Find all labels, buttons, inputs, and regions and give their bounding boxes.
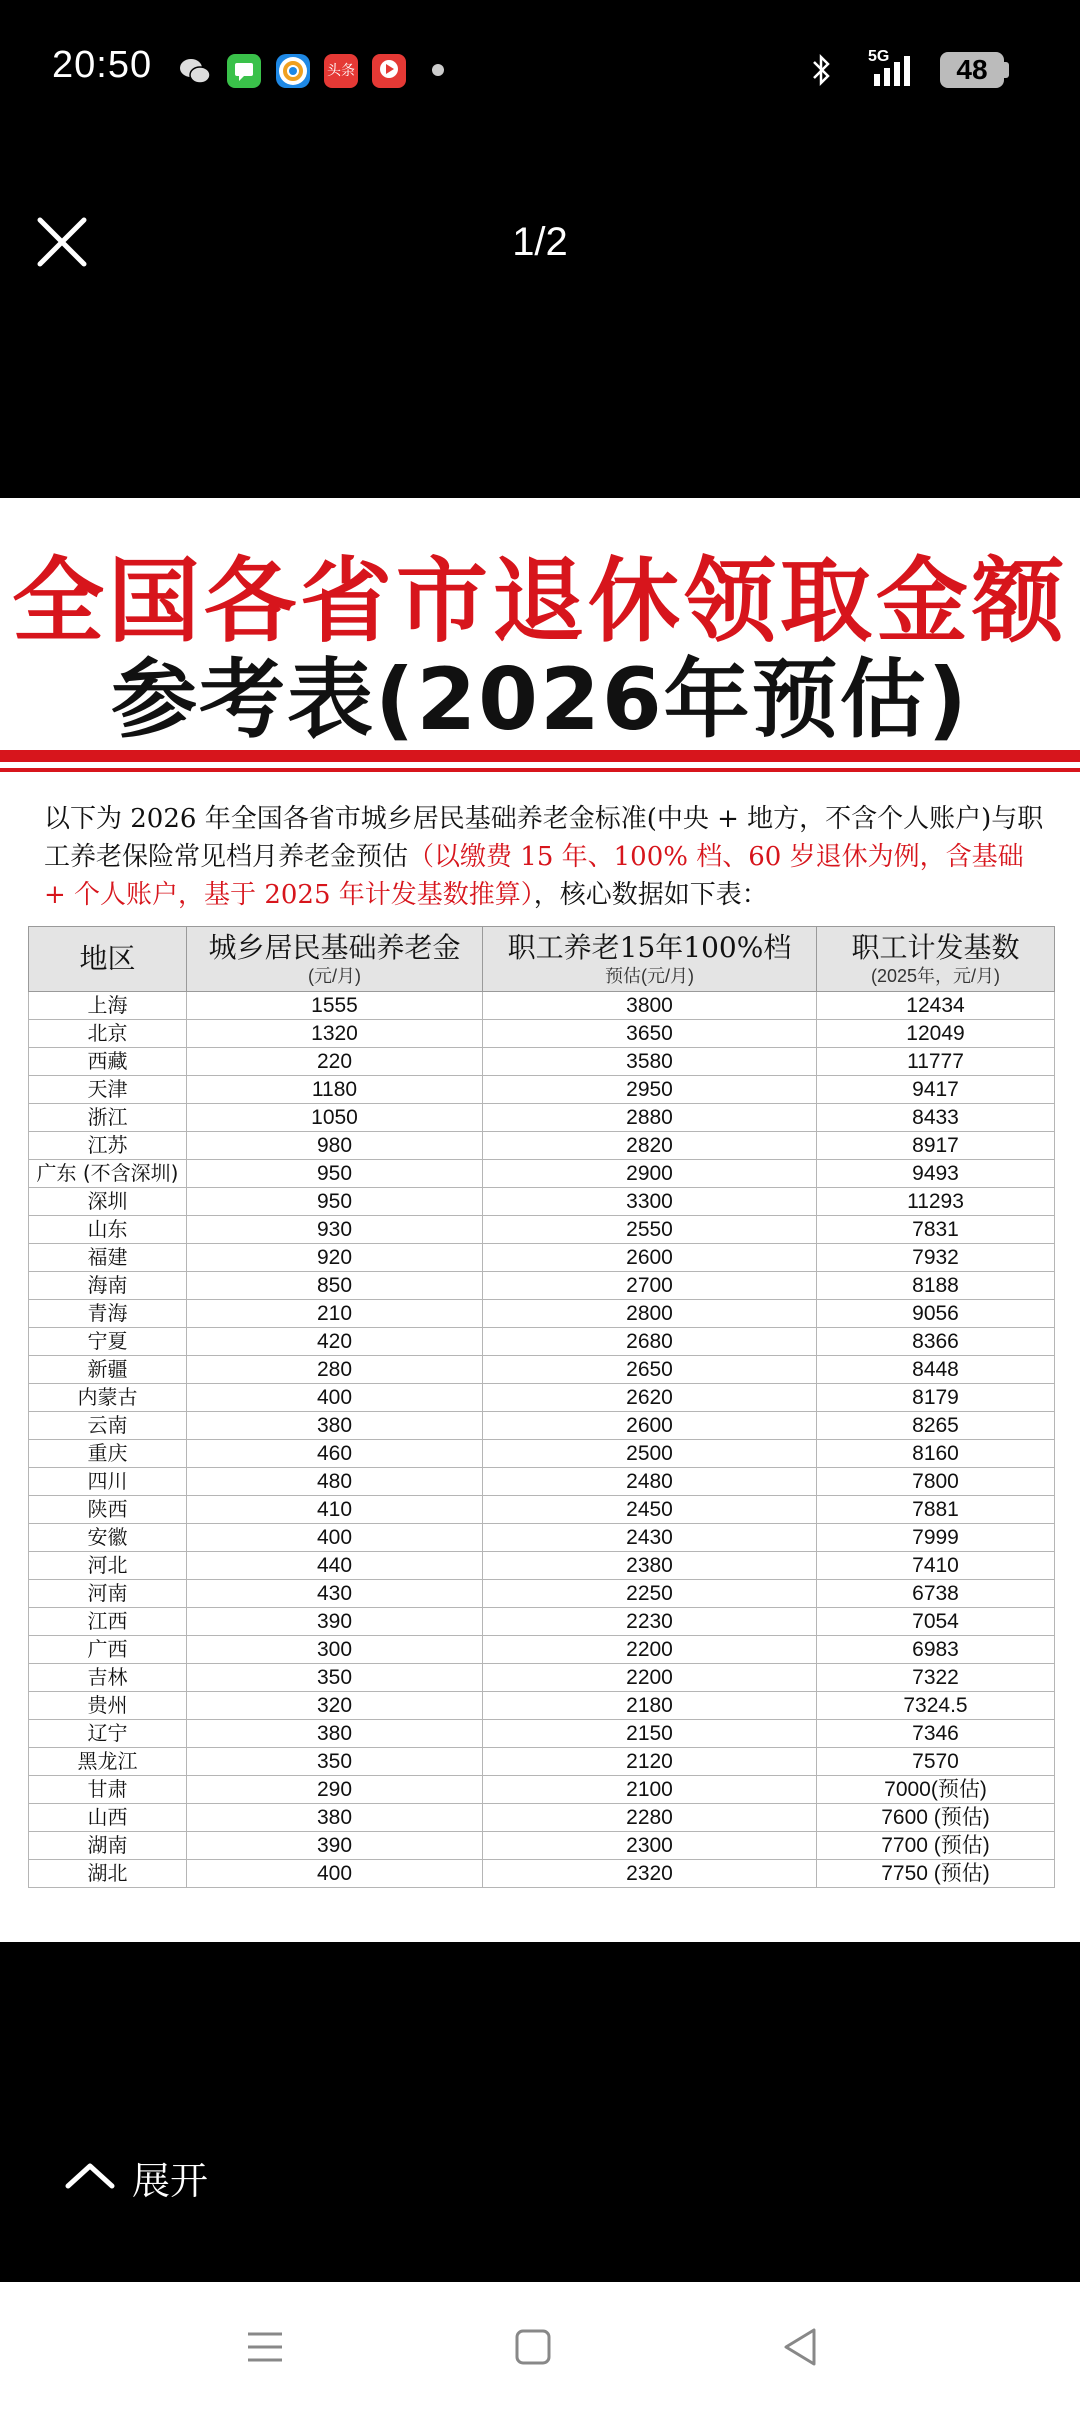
cell-employee-pension: 2200 [483, 1636, 817, 1664]
cell-base-amount: 7999 [817, 1524, 1055, 1552]
cell-employee-pension: 2550 [483, 1216, 817, 1244]
cell-region: 河南 [29, 1580, 187, 1608]
cell-base-amount: 8188 [817, 1272, 1055, 1300]
cell-resident-pension: 400 [187, 1384, 483, 1412]
cell-resident-pension: 380 [187, 1720, 483, 1748]
pension-table-wrap [28, 926, 1054, 1888]
cell-region: 吉林 [29, 1664, 187, 1692]
cell-region: 上海 [29, 992, 187, 1020]
cell-resident-pension: 1050 [187, 1104, 483, 1132]
battery-tip [1004, 62, 1009, 78]
cell-base-amount: 7932 [817, 1244, 1055, 1272]
toutiao-icon: 头条 [324, 54, 358, 88]
table-row [29, 1580, 1055, 1608]
cell-base-amount: 8179 [817, 1384, 1055, 1412]
table-row [29, 1832, 1055, 1860]
cell-resident-pension: 280 [187, 1356, 483, 1384]
cell-base-amount: 11777 [817, 1048, 1055, 1076]
cell-resident-pension: 400 [187, 1524, 483, 1552]
signal-icon [870, 52, 920, 88]
cell-base-amount: 7570 [817, 1748, 1055, 1776]
wechat-icon [178, 54, 212, 88]
cell-region: 江西 [29, 1608, 187, 1636]
intro-text-2: ，核心数据如下表： [533, 880, 768, 910]
chevron-up-icon[interactable] [64, 2160, 116, 2190]
cell-base-amount: 8448 [817, 1356, 1055, 1384]
cell-base-amount: 7831 [817, 1216, 1055, 1244]
table-row [29, 1300, 1055, 1328]
cell-region: 安徽 [29, 1524, 187, 1552]
table-row [29, 1076, 1055, 1104]
cell-region: 北京 [29, 1020, 187, 1048]
cell-employee-pension: 2500 [483, 1440, 817, 1468]
cell-region: 山西 [29, 1804, 187, 1832]
cell-region: 云南 [29, 1412, 187, 1440]
cell-region: 海南 [29, 1272, 187, 1300]
cell-employee-pension: 2820 [483, 1132, 817, 1160]
cell-base-amount: 12434 [817, 992, 1055, 1020]
home-icon[interactable] [508, 2322, 558, 2372]
cell-region: 宁夏 [29, 1328, 187, 1356]
table-row [29, 1748, 1055, 1776]
battery-level: 48 [940, 52, 1004, 88]
cell-region: 甘肃 [29, 1776, 187, 1804]
table-row [29, 1636, 1055, 1664]
cell-resident-pension: 420 [187, 1328, 483, 1356]
cell-resident-pension: 920 [187, 1244, 483, 1272]
cell-base-amount: 8366 [817, 1328, 1055, 1356]
title-divider-thin [0, 768, 1080, 772]
cell-resident-pension: 290 [187, 1776, 483, 1804]
cell-base-amount: 7750 (预估) [817, 1860, 1055, 1888]
header-resident-pension: 城乡居民基础养老金 (元/月) [187, 927, 483, 992]
table-row [29, 1720, 1055, 1748]
cell-region: 天津 [29, 1076, 187, 1104]
cell-employee-pension: 2250 [483, 1580, 817, 1608]
table-row [29, 1384, 1055, 1412]
expand-button[interactable]: 展开 [132, 2159, 209, 2203]
cell-employee-pension: 2650 [483, 1356, 817, 1384]
cell-region: 浙江 [29, 1104, 187, 1132]
cell-employee-pension: 2900 [483, 1160, 817, 1188]
cell-region: 湖北 [29, 1860, 187, 1888]
cell-base-amount: 7881 [817, 1496, 1055, 1524]
table-row [29, 1020, 1055, 1048]
bluetooth-icon [810, 52, 834, 88]
table-row [29, 1412, 1055, 1440]
cell-base-amount: 7322 [817, 1664, 1055, 1692]
title-divider-thick [0, 750, 1080, 762]
table-row [29, 1104, 1055, 1132]
cell-region: 山东 [29, 1216, 187, 1244]
cell-region: 内蒙古 [29, 1384, 187, 1412]
cell-employee-pension: 2150 [483, 1720, 817, 1748]
table-row [29, 1048, 1055, 1076]
cell-base-amount: 8160 [817, 1440, 1055, 1468]
message-icon [227, 54, 261, 88]
cell-employee-pension: 2300 [483, 1832, 817, 1860]
page-indicator: 1/2 [512, 220, 568, 264]
cell-region: 湖南 [29, 1832, 187, 1860]
cell-base-amount: 7700 (预估) [817, 1832, 1055, 1860]
cell-base-amount: 8433 [817, 1104, 1055, 1132]
cell-resident-pension: 380 [187, 1412, 483, 1440]
cell-resident-pension: 950 [187, 1188, 483, 1216]
cell-employee-pension: 3650 [483, 1020, 817, 1048]
cell-region: 新疆 [29, 1356, 187, 1384]
cell-employee-pension: 2480 [483, 1468, 817, 1496]
cell-base-amount: 11293 [817, 1188, 1055, 1216]
cell-employee-pension: 2450 [483, 1496, 817, 1524]
cell-region: 辽宁 [29, 1720, 187, 1748]
cell-region: 青海 [29, 1300, 187, 1328]
cell-resident-pension: 430 [187, 1580, 483, 1608]
table-row [29, 1244, 1055, 1272]
cell-resident-pension: 400 [187, 1860, 483, 1888]
cell-region: 广西 [29, 1636, 187, 1664]
cell-region: 广东 (不含深圳) [29, 1160, 187, 1188]
cell-region: 江苏 [29, 1132, 187, 1160]
header-employee-pension: 职工养老15年100%档 预估(元/月) [483, 927, 817, 992]
document-title-line1: 全国各省市退休领取金额 [11, 548, 1068, 655]
table-row [29, 1188, 1055, 1216]
table-body [29, 992, 1055, 1888]
cell-employee-pension: 2230 [483, 1608, 817, 1636]
document-image[interactable] [0, 498, 1080, 1942]
table-row [29, 1328, 1055, 1356]
q-icon [276, 54, 310, 88]
cell-resident-pension: 320 [187, 1692, 483, 1720]
cell-employee-pension: 2620 [483, 1384, 817, 1412]
cell-resident-pension: 980 [187, 1132, 483, 1160]
cell-base-amount: 7324.5 [817, 1692, 1055, 1720]
cell-region: 四川 [29, 1468, 187, 1496]
table-row [29, 1272, 1055, 1300]
cell-base-amount: 7346 [817, 1720, 1055, 1748]
cell-employee-pension: 2120 [483, 1748, 817, 1776]
cell-employee-pension: 2600 [483, 1244, 817, 1272]
document-title-line2: 参考表(2026年预估) [111, 650, 969, 750]
cell-employee-pension: 2800 [483, 1300, 817, 1328]
cell-resident-pension: 950 [187, 1160, 483, 1188]
navigation-bar [0, 2282, 1080, 2412]
cell-employee-pension: 2180 [483, 1692, 817, 1720]
cell-base-amount: 7800 [817, 1468, 1055, 1496]
cell-base-amount: 7054 [817, 1608, 1055, 1636]
intro-text-1: 以下为 2026 年全国各省市城乡居民基础养老金标准(中央 + 地方，不含个人账户)与职工养老保险常见档月养老金预估 [44, 804, 1044, 872]
pension-table [28, 926, 1055, 1888]
table-row [29, 1496, 1055, 1524]
cell-resident-pension: 410 [187, 1496, 483, 1524]
back-icon[interactable] [776, 2322, 826, 2372]
cell-region: 西藏 [29, 1048, 187, 1076]
cell-resident-pension: 460 [187, 1440, 483, 1468]
cell-resident-pension: 350 [187, 1748, 483, 1776]
cell-base-amount: 6738 [817, 1580, 1055, 1608]
network-type: 5G [868, 48, 890, 65]
table-row [29, 1440, 1055, 1468]
intro-paragraph [44, 800, 1044, 914]
cell-resident-pension: 850 [187, 1272, 483, 1300]
cell-base-amount: 12049 [817, 1020, 1055, 1048]
cell-employee-pension: 2100 [483, 1776, 817, 1804]
table-row [29, 1664, 1055, 1692]
status-bar [0, 0, 1080, 140]
cell-employee-pension: 2600 [483, 1412, 817, 1440]
cell-resident-pension: 380 [187, 1804, 483, 1832]
cell-region: 重庆 [29, 1440, 187, 1468]
table-row [29, 1524, 1055, 1552]
cell-base-amount: 9417 [817, 1076, 1055, 1104]
cell-resident-pension: 300 [187, 1636, 483, 1664]
cell-base-amount: 8265 [817, 1412, 1055, 1440]
cell-resident-pension: 350 [187, 1664, 483, 1692]
cell-resident-pension: 390 [187, 1608, 483, 1636]
table-row [29, 1608, 1055, 1636]
table-row [29, 1692, 1055, 1720]
table-row [29, 1356, 1055, 1384]
cell-resident-pension: 1555 [187, 992, 483, 1020]
cell-employee-pension: 2200 [483, 1664, 817, 1692]
table-row [29, 1160, 1055, 1188]
table-row [29, 1552, 1055, 1580]
cell-resident-pension: 440 [187, 1552, 483, 1580]
cell-employee-pension: 2380 [483, 1552, 817, 1580]
cell-base-amount: 9056 [817, 1300, 1055, 1328]
intro-text-red: （以缴费 15 年、100% 档、60 岁退休为例，含基础 + 个人账户，基于 2025 年计发基数推算） [44, 842, 1024, 910]
cell-region: 河北 [29, 1552, 187, 1580]
video-icon [372, 54, 406, 88]
cell-base-amount: 7000(预估) [817, 1776, 1055, 1804]
more-notifications-dot [432, 64, 444, 76]
cell-employee-pension: 3300 [483, 1188, 817, 1216]
header-region: 地区 [29, 927, 187, 992]
cell-base-amount: 9493 [817, 1160, 1055, 1188]
table-row [29, 1216, 1055, 1244]
cell-region: 深圳 [29, 1188, 187, 1216]
cell-resident-pension: 220 [187, 1048, 483, 1076]
cell-base-amount: 7410 [817, 1552, 1055, 1580]
cell-employee-pension: 2700 [483, 1272, 817, 1300]
cell-resident-pension: 480 [187, 1468, 483, 1496]
status-time: 20:50 [52, 44, 153, 86]
cell-region: 黑龙江 [29, 1748, 187, 1776]
cell-resident-pension: 1320 [187, 1020, 483, 1048]
cell-employee-pension: 2280 [483, 1804, 817, 1832]
cell-base-amount: 6983 [817, 1636, 1055, 1664]
cell-employee-pension: 3580 [483, 1048, 817, 1076]
cell-region: 福建 [29, 1244, 187, 1272]
table-row [29, 1468, 1055, 1496]
table-header-row [29, 927, 1055, 992]
cell-employee-pension: 2430 [483, 1524, 817, 1552]
cell-region: 贵州 [29, 1692, 187, 1720]
cell-resident-pension: 1180 [187, 1076, 483, 1104]
header-base-amount: 职工计发基数 (2025年，元/月) [817, 927, 1055, 992]
table-row [29, 1132, 1055, 1160]
menu-icon[interactable] [240, 2322, 290, 2372]
cell-employee-pension: 3800 [483, 992, 817, 1020]
cell-employee-pension: 2950 [483, 1076, 817, 1104]
cell-base-amount: 8917 [817, 1132, 1055, 1160]
cell-resident-pension: 390 [187, 1832, 483, 1860]
cell-employee-pension: 2680 [483, 1328, 817, 1356]
cell-base-amount: 7600 (预估) [817, 1804, 1055, 1832]
table-row [29, 992, 1055, 1020]
table-row [29, 1804, 1055, 1832]
cell-region: 陕西 [29, 1496, 187, 1524]
table-row [29, 1776, 1055, 1804]
table-row [29, 1860, 1055, 1888]
cell-resident-pension: 210 [187, 1300, 483, 1328]
cell-employee-pension: 2320 [483, 1860, 817, 1888]
cell-resident-pension: 930 [187, 1216, 483, 1244]
cell-employee-pension: 2880 [483, 1104, 817, 1132]
